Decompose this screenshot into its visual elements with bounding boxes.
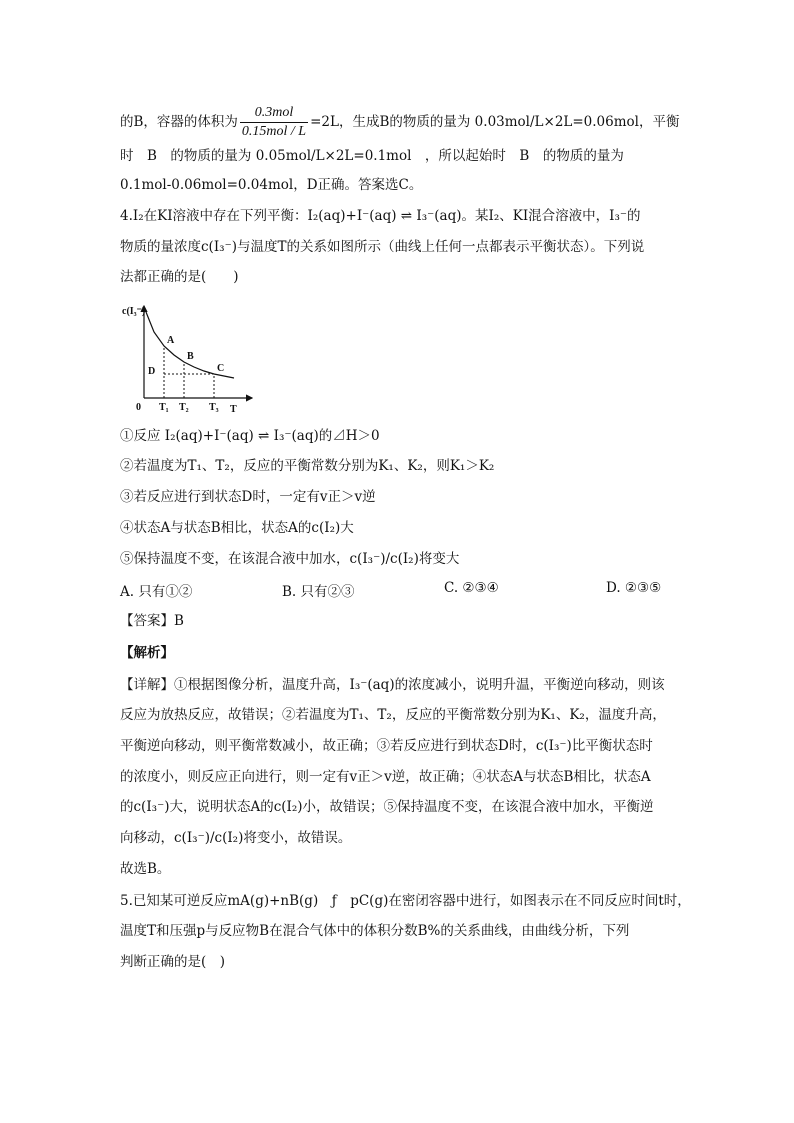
point-label-b: B	[187, 351, 194, 362]
detail-line-5: 的c(I₃⁻)大，说明状态A的c(I₂)小，故错误；⑤保持温度不变，在该混合液中加水，平衡逆	[120, 799, 654, 815]
x-tick-2: T₂	[179, 402, 189, 413]
y-axis-label: c(I₃⁻)	[122, 306, 146, 317]
detail-line-2: 反应为放热反应，故错误；②若温度为T₁、T₂，反应的平衡常数分别为K₁、K₂，温度升高，	[120, 707, 666, 723]
option-b: B. 只有②③	[282, 584, 355, 600]
fraction-denominator: 0.15mol / L	[241, 124, 307, 139]
analysis-heading: 【解析】	[120, 645, 174, 661]
answer: 【答案】B	[120, 613, 184, 629]
q5-line-2: 温度T和压强p与反应物B在混合气体中的体积分数B%的关系曲线，由曲线分析，下列	[120, 923, 630, 939]
point-label-c: C	[217, 363, 225, 374]
q4-statement-1: ①反应 I₂(aq)+I⁻(aq) ⇌ I₃⁻(aq)的⊿H＞0	[120, 428, 380, 444]
q4-statement-5: ⑤保持温度不变，在该混合液中加水，c(I₃⁻)/c(I₂)将变大	[120, 551, 460, 567]
detail-line-1: 【详解】①根据图像分析，温度升高，I₃⁻(aq)的浓度减小，说明升温，平衡逆向移动，则该	[120, 677, 665, 693]
option-a: A. 只有①②	[120, 584, 193, 600]
x-tick-1: T₁	[159, 402, 169, 413]
q4-statement-4: ④状态A与状态B相比，状态A的c(I₂)大	[120, 520, 354, 536]
x-axis-label: T	[230, 404, 237, 415]
q4-statement-2: ②若温度为T₁、T₂，反应的平衡常数分别为K₁、K₂，则K₁＞K₂	[120, 458, 495, 474]
detail-line-4: 的浓度小，则反应正向进行，则一定有v正＞v逆，故正确；④状态A与状态B相比，状态A	[120, 769, 651, 785]
detail-line-6: 向移动，c(I₃⁻)/c(I₂)将变小，故错误。	[120, 830, 352, 846]
volume-fraction	[240, 104, 308, 141]
prev-line-1a: 的B，容器的体积为	[120, 114, 238, 130]
q5-line-3: 判断正确的是( )	[120, 954, 226, 970]
point-label-d: D	[148, 366, 156, 377]
fraction-numerator: 0.3mol	[240, 104, 308, 123]
option-d: D. ②③⑤	[606, 580, 662, 596]
origin-label: 0	[136, 402, 141, 413]
c-vs-T-chart	[118, 300, 258, 420]
prev-line-1	[120, 104, 680, 141]
prev-line-2: 时 B 的物质的量为 0.05mol/L×2L=0.1mol ，所以起始时 B 的物质的量为	[120, 148, 624, 164]
q4-stem-3: 法都正确的是( )	[120, 269, 239, 285]
prev-line-3: 0.1mol-0.06mol=0.04mol，D正确。答案选C。	[120, 177, 423, 193]
prev-line-1b: =2L，生成B的物质的量为 0.03mol/L×2L=0.06mol，平衡	[310, 114, 680, 130]
conclusion: 故选B。	[120, 861, 171, 877]
detail-line-3: 平衡逆向移动，则平衡常数减小，故正确；③若反应进行到状态D时，c(I₃⁻)比平衡状态时	[120, 738, 653, 754]
q5-line-1: 5.已知某可逆反应mA(g)+nB(g) ƒ pC(g)在密闭容器中进行，如图表示在不同反应时间t时，	[120, 893, 691, 909]
q4-stem-2: 物质的量浓度c(I₃⁻)与温度T的关系如图所示（曲线上任何一点都表示平衡状态）。下列说	[120, 239, 645, 255]
q4-statement-3: ③若反应进行到状态D时，一定有v正＞v逆	[120, 489, 376, 505]
point-label-a: A	[167, 335, 175, 346]
x-tick-3: T₃	[209, 402, 219, 413]
option-c: C. ②③④	[444, 580, 499, 596]
q4-stem-1: 4.I₂在KI溶液中存在下列平衡：I₂(aq)+I⁻(aq) ⇌ I₃⁻(aq)。某I₂、KI混合溶液中，I₃⁻的	[120, 208, 641, 224]
